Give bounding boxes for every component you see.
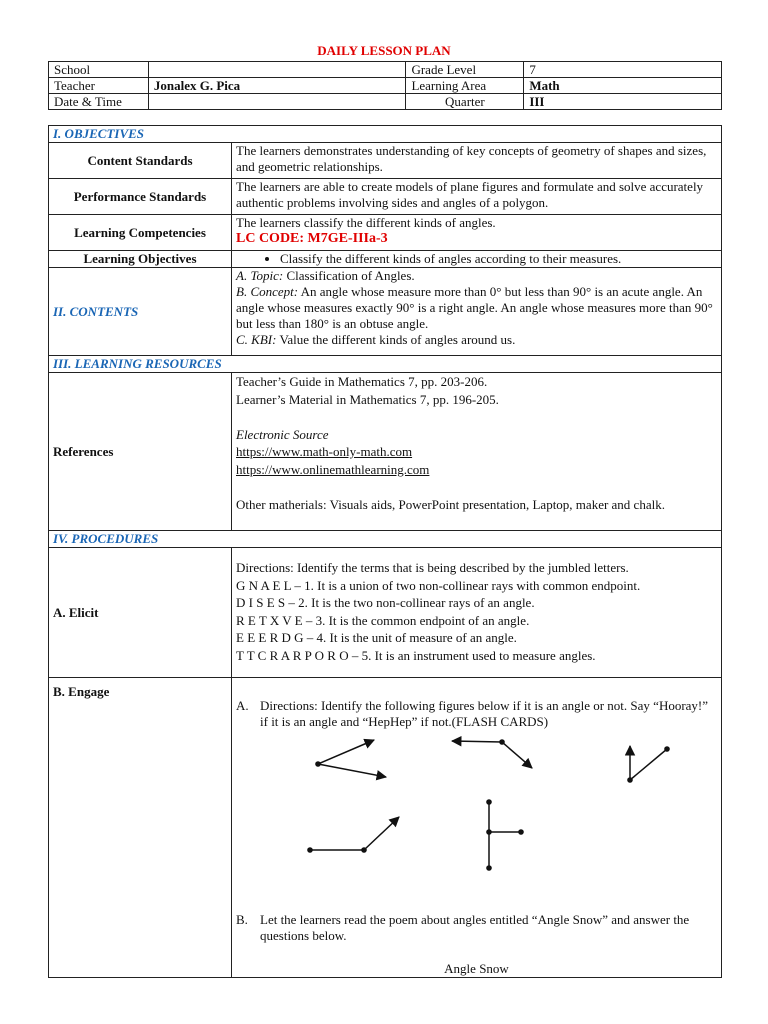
learning-resources-heading: III. LEARNING RESOURCES xyxy=(49,356,722,373)
flash-card-figure-3 xyxy=(627,746,670,783)
learning-area-label: Learning Area xyxy=(406,78,524,94)
kbi-text: Value the different kinds of angles around us. xyxy=(279,332,516,347)
flash-card-figure-2 xyxy=(452,739,532,768)
flash-card-figure-5 xyxy=(486,799,524,871)
concept-text: An angle whose measure more than 0° but less than 90° is an acute angle. An angle whose measures exactly 90° is a right angle. An angle whose measures more than 90° but less than 180° is an obtuse angle. xyxy=(236,284,713,331)
contents-heading: II. CONTENTS xyxy=(49,268,232,356)
learning-objectives-label: Learning Objectives xyxy=(49,251,232,268)
elicit-cell xyxy=(232,548,722,678)
date-time-label: Date & Time xyxy=(49,94,149,110)
learning-competencies-label: Learning Competencies xyxy=(49,215,232,251)
engage-a-text: Directions: Identify the following figures below if it is an angle or not. Say “Hooray!” if it is an angle and “HepHep” if not.(FLASH CARDS) xyxy=(260,698,709,729)
learners-material-ref: Learner’s Material in Mathematics 7, pp. 196-205. xyxy=(236,391,499,407)
engage-item-a xyxy=(236,698,717,730)
lesson-plan-table xyxy=(48,125,722,978)
references-label: References xyxy=(49,373,232,531)
learning-competencies-text: The learners classify the different kinds of angles. xyxy=(236,215,496,230)
engage-b-text: Let the learners read the poem about angles entitled “Angle Snow” and answer the questions below. xyxy=(260,912,690,943)
engage-item-b xyxy=(236,912,717,944)
topic-text: Classification of Angles. xyxy=(286,268,415,283)
elicit-item: E E E R D G – 4. It is the unit of measure of an angle. xyxy=(236,630,517,645)
engage-a-marker: A. xyxy=(236,698,249,713)
engage-label: B. Engage xyxy=(49,678,232,978)
header-table xyxy=(48,61,722,110)
learning-area-value: Math xyxy=(524,78,722,94)
flash-card-figure-1 xyxy=(315,740,386,777)
grade-level-value: 7 xyxy=(524,62,722,78)
angle-figures xyxy=(236,732,716,882)
content-standards-label: Content Standards xyxy=(49,143,232,179)
elicit-item: D I S E S – 2. It is the two non-collinear rays of an angle. xyxy=(236,595,535,610)
quarter-value: III xyxy=(524,94,722,110)
engage-cell xyxy=(232,678,722,978)
learning-competencies-cell xyxy=(232,215,722,251)
poem-title: Angle Snow xyxy=(444,961,509,976)
contents-cell xyxy=(232,268,722,356)
topic-label: A. Topic: xyxy=(236,268,284,283)
engage-b-marker: B. xyxy=(236,912,248,927)
performance-standards-label: Performance Standards xyxy=(49,179,232,215)
other-materials: Other matherials: Visuals aids, PowerPoint presentation, Laptop, maker and chalk. xyxy=(236,496,665,512)
learning-objectives-cell xyxy=(232,251,722,268)
elicit-item: G N A E L – 1. It is a union of two non-collinear rays with common endpoint. xyxy=(236,577,641,593)
date-time-value xyxy=(148,94,406,110)
elicit-label: A. Elicit xyxy=(49,548,232,678)
learning-objective-item: • Classify the different kinds of angles according to their measures. xyxy=(280,251,717,267)
teacher-label: Teacher xyxy=(49,78,149,94)
lc-code: LC CODE: M7GE-IIIa-3 xyxy=(236,231,388,246)
math-only-math-link[interactable]: https://www.math-only-math.com xyxy=(236,444,413,459)
elicit-item: T T C R A R P O R O – 5. It is an instrument used to measure angles. xyxy=(236,647,596,663)
procedures-heading: IV. PROCEDURES xyxy=(49,531,722,548)
references-cell xyxy=(232,373,722,531)
flash-card-figure-4 xyxy=(307,817,399,853)
online-math-learning-link[interactable]: https://www.onlinemathlearning.com xyxy=(236,461,430,477)
content-standards-text: The learners demonstrates understanding of key concepts of geometry of shapes and sizes, and geometric relationships. xyxy=(232,143,722,179)
quarter-label: Quarter xyxy=(406,94,524,110)
school-value xyxy=(148,62,406,78)
grade-level-label: Grade Level xyxy=(406,62,524,78)
concept-label: B. Concept: xyxy=(236,284,299,299)
objectives-heading: I. OBJECTIVES xyxy=(49,126,722,143)
teachers-guide-ref: Teacher’s Guide in Mathematics 7, pp. 203-206. xyxy=(236,374,488,389)
performance-standards-text: The learners are able to create models of plane figures and formulate and solve accurately authentic problems involving sides and angles of a polygon. xyxy=(232,179,722,215)
document-title: DAILY LESSON PLAN xyxy=(317,43,451,58)
school-label: School xyxy=(49,62,149,78)
elicit-directions: Directions: Identify the terms that is being described by the jumbled letters. xyxy=(236,560,629,575)
electronic-source-label: Electronic Source xyxy=(236,426,329,442)
teacher-value: Jonalex G. Pica xyxy=(148,78,406,94)
kbi-label: C. KBI: xyxy=(236,332,277,347)
elicit-item: R E T X V E – 3. It is the common endpoint of an angle. xyxy=(236,612,530,628)
